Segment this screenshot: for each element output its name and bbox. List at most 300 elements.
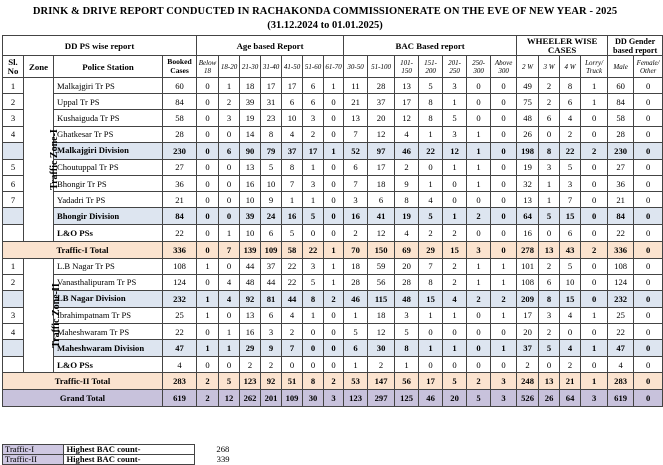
total-label: Traffic-II Total (3, 373, 163, 390)
wheeler-value: 0 (539, 225, 560, 241)
wheeler-value: 0 (581, 110, 608, 126)
header-booked: Booked Cases (163, 56, 197, 78)
age-value: 6 (261, 307, 282, 323)
report-table (2, 35, 663, 407)
age-value: 0 (219, 357, 240, 373)
wheeler-value: 75 (517, 94, 539, 110)
zone-label-cell (24, 78, 60, 242)
serial-number (3, 357, 24, 373)
serial-number: 6 (3, 175, 24, 191)
lo-row (3, 357, 663, 373)
bac-value: 18 (368, 307, 395, 323)
bac-value: 0 (491, 357, 517, 373)
footer-row (3, 455, 252, 465)
bac-value: 4 (395, 126, 419, 142)
wheeler-value: 13 (517, 192, 539, 208)
bac-value: 2 (368, 357, 395, 373)
gender-value: 27 (608, 159, 634, 175)
age-value: 0 (324, 357, 344, 373)
bac-value: 1 (344, 357, 368, 373)
bac-value: 1 (419, 175, 443, 191)
gender-value: 84 (608, 208, 634, 225)
age-value: 17 (303, 142, 324, 159)
bac-value: 11 (344, 78, 368, 94)
gender-value: 0 (634, 208, 663, 225)
age-value: 22 (303, 241, 324, 258)
bac-value: 0 (467, 340, 491, 357)
age-value: 0 (324, 110, 344, 126)
bac-value: 0 (443, 175, 467, 191)
bac-col-header: 201-250 (443, 56, 467, 78)
wheeler-value: 5 (560, 258, 581, 274)
gender-value: 0 (634, 192, 663, 208)
header-zone: Zone (24, 56, 54, 78)
bac-value: 0 (467, 192, 491, 208)
age-value: 1 (197, 290, 219, 307)
booked-cases: 230 (163, 142, 197, 159)
bac-value: 0 (467, 324, 491, 340)
header-row-1 (3, 36, 663, 56)
age-value: 1 (324, 78, 344, 94)
age-value: 44 (282, 290, 303, 307)
wheeler-col-header: 4 W (560, 56, 581, 78)
age-value: 19 (240, 110, 261, 126)
police-station-name: Kushaiguda Tr PS (54, 110, 163, 126)
bac-value: 12 (368, 126, 395, 142)
age-value: 0 (197, 110, 219, 126)
bac-value: 21 (344, 94, 368, 110)
age-value: 0 (324, 324, 344, 340)
bac-value: 2 (443, 225, 467, 241)
wheeler-value: 2 (539, 94, 560, 110)
bac-value: 46 (419, 390, 443, 407)
bac-value: 2 (344, 225, 368, 241)
bac-value: 5 (419, 208, 443, 225)
wheeler-value: 5 (539, 208, 560, 225)
wheeler-value: 2 (539, 258, 560, 274)
bac-value: 1 (344, 307, 368, 323)
age-value: 10 (240, 192, 261, 208)
bac-value: 2 (395, 159, 419, 175)
bac-value: 0 (467, 94, 491, 110)
bac-value: 4 (395, 225, 419, 241)
wheeler-value: 0 (581, 357, 608, 373)
bac-value: 8 (395, 340, 419, 357)
age-value: 0 (197, 192, 219, 208)
gender-value: 0 (634, 274, 663, 290)
age-value: 6 (282, 94, 303, 110)
serial-number: 3 (3, 307, 24, 323)
bac-value: 2 (467, 290, 491, 307)
age-value: 6 (219, 142, 240, 159)
age-value: 0 (324, 159, 344, 175)
bac-value: 3 (443, 78, 467, 94)
age-value: 1 (282, 192, 303, 208)
bac-value: 0 (491, 110, 517, 126)
age-value: 8 (261, 126, 282, 142)
bac-value: 17 (419, 373, 443, 390)
wheeler-value: 5 (539, 340, 560, 357)
gender-value: 0 (634, 258, 663, 274)
bac-value: 30 (368, 340, 395, 357)
lo-row (3, 225, 663, 241)
bac-value: 297 (368, 390, 395, 407)
age-value: 16 (282, 208, 303, 225)
zone-row (3, 241, 663, 258)
bac-value: 28 (395, 274, 419, 290)
wheeler-value: 0 (581, 290, 608, 307)
age-value: 8 (303, 373, 324, 390)
gender-value: 619 (608, 390, 634, 407)
age-value: 0 (197, 126, 219, 142)
bac-value: 8 (419, 274, 443, 290)
bac-value: 20 (395, 258, 419, 274)
booked-cases: 21 (163, 192, 197, 208)
age-value: 1 (303, 307, 324, 323)
bac-value: 13 (395, 78, 419, 94)
age-value: 5 (282, 225, 303, 241)
wheeler-value: 108 (517, 274, 539, 290)
police-station-name: Maheshwaram Tr PS (54, 324, 163, 340)
bac-value: 2 (419, 225, 443, 241)
bac-value: 1 (467, 126, 491, 142)
police-station-name: L&O PSs (54, 357, 163, 373)
bac-value: 0 (491, 241, 517, 258)
bac-value: 18 (368, 175, 395, 191)
age-value: 2 (219, 94, 240, 110)
age-value: 0 (219, 159, 240, 175)
age-value: 0 (197, 324, 219, 340)
age-value: 0 (324, 340, 344, 357)
bac-value: 7 (419, 258, 443, 274)
gender-value: 28 (608, 126, 634, 142)
bac-col-header: 151-200 (419, 56, 443, 78)
police-station-name: Ghatkesar Tr PS (54, 126, 163, 142)
wheeler-value: 64 (517, 208, 539, 225)
gender-value: 0 (634, 307, 663, 323)
wheeler-value: 8 (560, 78, 581, 94)
age-value: 0 (324, 192, 344, 208)
total-label: Grand Total (3, 390, 163, 407)
bac-value: 9 (395, 175, 419, 191)
bac-value: 0 (467, 357, 491, 373)
wheeler-value: 0 (581, 126, 608, 142)
bac-value: 5 (467, 390, 491, 407)
bac-col-header: 250-300 (467, 56, 491, 78)
police-station-name: Yadadri Tr PS (54, 192, 163, 208)
age-value: 5 (261, 159, 282, 175)
age-value: 2 (282, 324, 303, 340)
age-value: 1 (303, 159, 324, 175)
bac-value: 15 (419, 290, 443, 307)
bac-value: 5 (443, 373, 467, 390)
age-value: 3 (303, 110, 324, 126)
div-row (3, 290, 663, 307)
gender-value: 25 (608, 307, 634, 323)
age-value: 0 (197, 208, 219, 225)
age-value: 1 (219, 340, 240, 357)
wheeler-value: 4 (560, 340, 581, 357)
serial-number (3, 208, 24, 225)
age-value: 262 (240, 390, 261, 407)
age-value: 22 (282, 274, 303, 290)
age-value: 1 (303, 192, 324, 208)
gender-value: 230 (608, 142, 634, 159)
booked-cases: 22 (163, 324, 197, 340)
age-value: 2 (303, 126, 324, 142)
bac-value: 1 (491, 274, 517, 290)
age-value: 44 (261, 274, 282, 290)
wheeler-value: 15 (560, 290, 581, 307)
age-value: 2 (197, 373, 219, 390)
age-value: 0 (219, 175, 240, 191)
age-value: 139 (240, 241, 261, 258)
bac-value: 147 (368, 373, 395, 390)
wheeler-value: 19 (517, 159, 539, 175)
gender-value: 108 (608, 258, 634, 274)
age-value: 9 (261, 340, 282, 357)
bac-value: 12 (368, 324, 395, 340)
footer-value: 339 (216, 454, 230, 464)
age-value: 24 (261, 208, 282, 225)
booked-cases: 60 (163, 78, 197, 94)
wheeler-value: 4 (560, 110, 581, 126)
age-value: 4 (219, 274, 240, 290)
police-station-name: Vanasthalipuram Tr PS (54, 274, 163, 290)
bac-value: 1 (467, 142, 491, 159)
age-value: 2 (240, 357, 261, 373)
bac-value: 16 (344, 208, 368, 225)
wheeler-value: 0 (581, 274, 608, 290)
bac-value: 3 (443, 126, 467, 142)
age-value: 0 (324, 126, 344, 142)
serial-number: 4 (3, 126, 24, 142)
bac-value: 5 (419, 78, 443, 94)
age-value: 1 (324, 142, 344, 159)
age-value: 2 (324, 290, 344, 307)
wheeler-value: 0 (539, 357, 560, 373)
bac-value: 56 (368, 274, 395, 290)
bac-value: 5 (443, 110, 467, 126)
bac-value: 1 (467, 274, 491, 290)
wheeler-value: 209 (517, 290, 539, 307)
age-value: 31 (261, 94, 282, 110)
age-value: 22 (282, 258, 303, 274)
age-value: 4 (282, 126, 303, 142)
age-col-header: 51-60 (303, 56, 324, 78)
wheeler-value: 48 (517, 110, 539, 126)
bac-value: 1 (491, 340, 517, 357)
age-value: 14 (240, 126, 261, 142)
header-gender: DD Gender based report (608, 36, 663, 56)
age-value: 2 (324, 373, 344, 390)
age-value: 81 (261, 290, 282, 307)
div-row (3, 142, 663, 159)
wheeler-value: 0 (581, 208, 608, 225)
gender-value: 283 (608, 373, 634, 390)
bac-value: 0 (491, 159, 517, 175)
bac-value: 7 (344, 126, 368, 142)
booked-cases: 22 (163, 225, 197, 241)
wheeler-value: 2 (581, 142, 608, 159)
footer-row (3, 445, 252, 455)
age-value: 37 (261, 258, 282, 274)
age-value: 17 (282, 78, 303, 94)
bac-value: 0 (419, 357, 443, 373)
age-value: 1 (197, 258, 219, 274)
table-row (3, 307, 663, 323)
age-value: 23 (261, 110, 282, 126)
wheeler-value: 6 (539, 274, 560, 290)
bac-value: 3 (491, 373, 517, 390)
police-station-name: Uppal Tr PS (54, 94, 163, 110)
wheeler-value: 1 (539, 192, 560, 208)
age-value: 7 (219, 241, 240, 258)
age-value: 1 (324, 274, 344, 290)
header-sl: Sl. No (3, 56, 24, 78)
wheeler-value: 0 (581, 192, 608, 208)
booked-cases: 124 (163, 274, 197, 290)
bac-value: 6 (344, 340, 368, 357)
wheeler-value: 22 (560, 142, 581, 159)
age-value: 4 (219, 290, 240, 307)
bac-col-header: 101-150 (395, 56, 419, 78)
gender-value: 0 (634, 241, 663, 258)
bac-value: 1 (419, 126, 443, 142)
gender-value: 47 (608, 340, 634, 357)
booked-cases: 84 (163, 94, 197, 110)
gender-value: 336 (608, 241, 634, 258)
age-value: 6 (303, 94, 324, 110)
age-value: 92 (240, 290, 261, 307)
gender-value: 0 (634, 290, 663, 307)
police-station-name: Bhongir Tr PS (54, 175, 163, 191)
wheeler-value: 1 (581, 78, 608, 94)
age-value: 0 (324, 208, 344, 225)
bac-value: 1 (419, 340, 443, 357)
gender-value: 124 (608, 274, 634, 290)
age-value: 0 (197, 241, 219, 258)
age-value: 0 (219, 208, 240, 225)
booked-cases: 36 (163, 175, 197, 191)
bac-value: 53 (344, 373, 368, 390)
wheeler-value: 0 (560, 324, 581, 340)
age-value: 0 (324, 225, 344, 241)
wheeler-value: 0 (581, 324, 608, 340)
bac-value: 8 (419, 94, 443, 110)
wheeler-value: 13 (539, 241, 560, 258)
bac-value: 4 (443, 290, 467, 307)
bac-value: 8 (395, 192, 419, 208)
age-col-header: 31-40 (261, 56, 282, 78)
zone-label: Traffic Zone-I (48, 128, 60, 190)
gender-value: 0 (634, 159, 663, 175)
zone-label-cell (24, 258, 62, 373)
gender-value: 0 (634, 390, 663, 407)
wheeler-value: 2 (539, 324, 560, 340)
bac-value: 1 (491, 307, 517, 323)
gender-value: 0 (634, 175, 663, 191)
bac-value: 52 (344, 142, 368, 159)
bac-value: 41 (368, 208, 395, 225)
age-value: 39 (240, 94, 261, 110)
bac-value: 0 (467, 110, 491, 126)
serial-number: 4 (3, 324, 24, 340)
bac-value: 1 (419, 307, 443, 323)
age-value: 1 (219, 324, 240, 340)
gender-col-header: Male (608, 56, 634, 78)
bac-value: 123 (344, 390, 368, 407)
wheeler-value: 5 (560, 159, 581, 175)
bac-value: 22 (419, 142, 443, 159)
age-value: 0 (219, 258, 240, 274)
bac-value: 0 (491, 175, 517, 191)
age-value: 0 (219, 126, 240, 142)
gender-value: 4 (608, 357, 634, 373)
bac-value: 8 (419, 110, 443, 126)
bac-value: 0 (419, 159, 443, 175)
police-station-name: Bhongir Division (54, 208, 163, 225)
footer-label: Highest BAC count- (64, 455, 194, 465)
age-value: 0 (324, 94, 344, 110)
gender-value: 84 (608, 94, 634, 110)
police-station-name: LB Nagar Division (54, 290, 163, 307)
bac-value: 0 (467, 225, 491, 241)
bac-value: 0 (467, 78, 491, 94)
table-row (3, 258, 663, 274)
bac-value: 0 (491, 208, 517, 225)
serial-number (3, 225, 24, 241)
header-age: Age based Report (197, 36, 344, 56)
bac-value: 2 (467, 208, 491, 225)
wheeler-value: 15 (560, 208, 581, 225)
serial-number: 1 (3, 78, 24, 94)
age-value: 18 (240, 78, 261, 94)
age-col-header: 18-20 (219, 56, 240, 78)
wheeler-value: 10 (560, 274, 581, 290)
header-dd-ps: DD PS wise report (3, 36, 197, 56)
gender-value: 60 (608, 78, 634, 94)
bac-value: 1 (443, 307, 467, 323)
bac-col-header: 30-50 (344, 56, 368, 78)
bac-value: 1 (395, 357, 419, 373)
age-value: 2 (197, 390, 219, 407)
zone-label: Traffic Zone-II (50, 283, 62, 348)
booked-cases: 619 (163, 390, 197, 407)
age-value: 44 (240, 258, 261, 274)
wheeler-value: 2 (560, 126, 581, 142)
grand-row (3, 390, 663, 407)
wheeler-value: 248 (517, 373, 539, 390)
age-value: 1 (324, 258, 344, 274)
booked-cases: 108 (163, 258, 197, 274)
wheeler-value: 2 (581, 241, 608, 258)
age-col-header: 21-30 (240, 56, 261, 78)
bac-value: 7 (344, 175, 368, 191)
age-value: 6 (261, 225, 282, 241)
serial-number: 5 (3, 159, 24, 175)
header-station: Police Station (54, 56, 163, 78)
age-value: 1 (219, 78, 240, 94)
wheeler-value: 1 (581, 307, 608, 323)
serial-number: 7 (3, 192, 24, 208)
footer-label: Highest BAC count- (64, 445, 194, 455)
bac-value: 6 (368, 192, 395, 208)
wheeler-value: 4 (560, 307, 581, 323)
bac-value: 28 (344, 274, 368, 290)
bac-value: 5 (395, 324, 419, 340)
wheeler-value: 32 (517, 175, 539, 191)
